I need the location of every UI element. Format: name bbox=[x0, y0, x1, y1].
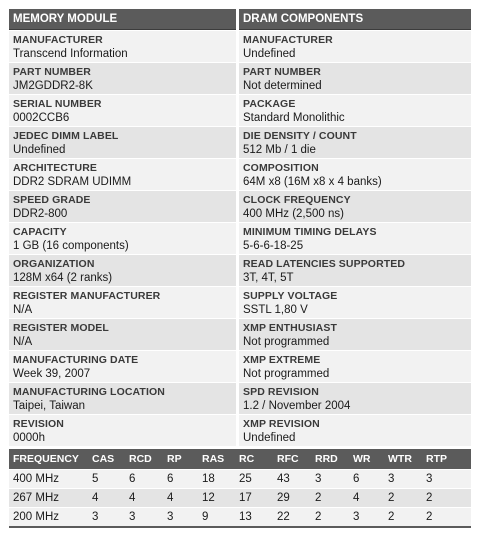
field-value: 64M x8 (16M x8 x 4 banks) bbox=[243, 176, 382, 188]
timing-cell: 2 bbox=[311, 488, 349, 507]
spd-field-xmp-revision bbox=[239, 414, 471, 446]
field-value: 5-6-6-18-25 bbox=[243, 240, 304, 252]
field-label: CAPACITY bbox=[13, 226, 67, 238]
dram-components-header: DRAM COMPONENTS bbox=[239, 9, 471, 30]
field-value: 1 GB (16 components) bbox=[13, 240, 129, 252]
field-value: 128M x64 (2 ranks) bbox=[13, 272, 113, 284]
timing-cell: 2 bbox=[311, 507, 349, 526]
timing-cell: 3 bbox=[311, 469, 349, 488]
field-value: 0000h bbox=[13, 432, 45, 444]
field-label: MANUFACTURER bbox=[243, 34, 333, 46]
field-label: DIE DENSITY / COUNT bbox=[243, 130, 357, 142]
spd-field-organization bbox=[9, 254, 236, 286]
timing-cell: 3 bbox=[349, 507, 384, 526]
timing-cell: 9 bbox=[198, 507, 235, 526]
field-label: PACKAGE bbox=[243, 98, 296, 110]
spd-field-register-manufacturer bbox=[9, 286, 236, 318]
timing-cell: 2 bbox=[384, 488, 422, 507]
field-label: PART NUMBER bbox=[13, 66, 91, 78]
field-label: XMP EXTREME bbox=[243, 354, 321, 366]
spd-field-xmp-extreme bbox=[239, 350, 471, 382]
field-value: 512 Mb / 1 die bbox=[243, 144, 316, 156]
timing-cell: 25 bbox=[235, 469, 273, 488]
timing-col-wtr: WTR bbox=[384, 449, 422, 469]
field-value: Transcend Information bbox=[13, 48, 128, 60]
timing-cell: 3 bbox=[422, 469, 471, 488]
timing-cell: 22 bbox=[273, 507, 311, 526]
spd-field-jedec-dimm-label bbox=[9, 126, 236, 158]
field-label: MANUFACTURING DATE bbox=[13, 354, 139, 366]
field-value: Undefined bbox=[13, 144, 66, 156]
field-label: REGISTER MANUFACTURER bbox=[13, 290, 161, 302]
field-value: JM2GDDR2-8K bbox=[13, 80, 93, 92]
memory-module-header: MEMORY MODULE bbox=[9, 9, 236, 30]
field-value: 1.2 / November 2004 bbox=[243, 400, 351, 412]
timing-cell: 400 MHz bbox=[9, 469, 88, 488]
spd-field-dram-part-number bbox=[239, 62, 471, 94]
field-label: ORGANIZATION bbox=[13, 258, 95, 270]
field-label: SPEED GRADE bbox=[13, 194, 91, 206]
timing-cell: 17 bbox=[235, 488, 273, 507]
timing-col-cas: CAS bbox=[88, 449, 125, 469]
spd-field-manufacturing-location bbox=[9, 382, 236, 414]
field-value: Undefined bbox=[243, 432, 296, 444]
table-bottom-border bbox=[9, 526, 471, 528]
timing-cell: 3 bbox=[88, 507, 125, 526]
spd-field-capacity bbox=[9, 222, 236, 254]
timing-col-rcd: RCD bbox=[125, 449, 163, 469]
field-label: MANUFACTURING LOCATION bbox=[13, 386, 165, 398]
timing-cell: 6 bbox=[349, 469, 384, 488]
field-label: XMP ENTHUSIAST bbox=[243, 322, 337, 334]
field-value: Not programmed bbox=[243, 368, 330, 380]
field-value: 0002CCB6 bbox=[13, 112, 70, 124]
timing-cell: 2 bbox=[422, 507, 471, 526]
field-value: Not programmed bbox=[243, 336, 330, 348]
timing-cell: 18 bbox=[198, 469, 235, 488]
spd-field-spd-revision bbox=[239, 382, 471, 414]
timing-cell: 3 bbox=[163, 507, 198, 526]
spd-field-register-model bbox=[9, 318, 236, 350]
spd-field-module-part-number bbox=[9, 62, 236, 94]
spd-field-composition bbox=[239, 158, 471, 190]
timing-cell: 5 bbox=[88, 469, 125, 488]
spd-field-revision bbox=[9, 414, 236, 446]
timing-col-rtp: RTP bbox=[422, 449, 471, 469]
timing-col-rrd: RRD bbox=[311, 449, 349, 469]
spd-field-supply-voltage bbox=[239, 286, 471, 318]
timing-table bbox=[9, 449, 471, 526]
field-label: CLOCK FREQUENCY bbox=[243, 194, 351, 206]
table-row bbox=[9, 488, 471, 507]
timing-cell: 3 bbox=[125, 507, 163, 526]
timing-cell: 2 bbox=[422, 488, 471, 507]
field-value: Taipei, Taiwan bbox=[13, 400, 86, 412]
timing-col-ras: RAS bbox=[198, 449, 235, 469]
spd-field-module-manufacturer bbox=[9, 30, 236, 62]
timing-cell: 6 bbox=[163, 469, 198, 488]
field-value: Standard Monolithic bbox=[243, 112, 345, 124]
timing-cell: 29 bbox=[273, 488, 311, 507]
timing-col-frequency: FREQUENCY bbox=[9, 449, 88, 469]
field-label: PART NUMBER bbox=[243, 66, 321, 78]
spd-field-die-density bbox=[239, 126, 471, 158]
spd-field-read-latencies bbox=[239, 254, 471, 286]
field-label: SPD REVISION bbox=[243, 386, 319, 398]
field-label: JEDEC DIMM LABEL bbox=[13, 130, 119, 142]
field-label: SERIAL NUMBER bbox=[13, 98, 102, 110]
spd-field-speed-grade bbox=[9, 190, 236, 222]
spd-field-clock-frequency bbox=[239, 190, 471, 222]
field-label: MANUFACTURER bbox=[13, 34, 103, 46]
spd-field-serial-number bbox=[9, 94, 236, 126]
field-label: ARCHITECTURE bbox=[13, 162, 98, 174]
timing-cell: 4 bbox=[163, 488, 198, 507]
spd-field-manufacturing-date bbox=[9, 350, 236, 382]
timing-cell: 200 MHz bbox=[9, 507, 88, 526]
timing-cell: 6 bbox=[125, 469, 163, 488]
timing-cell: 4 bbox=[125, 488, 163, 507]
field-value: Undefined bbox=[243, 48, 296, 60]
timing-cell: 267 MHz bbox=[9, 488, 88, 507]
field-value: 3T, 4T, 5T bbox=[243, 272, 294, 284]
field-label: XMP REVISION bbox=[243, 418, 320, 430]
timing-cell: 13 bbox=[235, 507, 273, 526]
field-label: SUPPLY VOLTAGE bbox=[243, 290, 338, 302]
table-row bbox=[9, 469, 471, 488]
spd-field-package bbox=[239, 94, 471, 126]
field-value: Week 39, 2007 bbox=[13, 368, 91, 380]
spd-field-minimum-timing-delays bbox=[239, 222, 471, 254]
field-value: DDR2 SDRAM UDIMM bbox=[13, 176, 132, 188]
field-value: N/A bbox=[13, 336, 33, 348]
field-value: SSTL 1,80 V bbox=[243, 304, 308, 316]
timing-col-wr: WR bbox=[349, 449, 384, 469]
timing-cell: 4 bbox=[88, 488, 125, 507]
timing-cell: 4 bbox=[349, 488, 384, 507]
spd-field-xmp-enthusiast bbox=[239, 318, 471, 350]
spd-field-dram-manufacturer bbox=[239, 30, 471, 62]
timing-cell: 2 bbox=[384, 507, 422, 526]
timing-cell: 3 bbox=[384, 469, 422, 488]
field-label: READ LATENCIES SUPPORTED bbox=[243, 258, 406, 270]
table-row bbox=[9, 507, 471, 526]
field-value: N/A bbox=[13, 304, 33, 316]
timing-header-row bbox=[9, 449, 471, 469]
field-label: REGISTER MODEL bbox=[13, 322, 109, 334]
field-label: COMPOSITION bbox=[243, 162, 319, 174]
spd-field-architecture bbox=[9, 158, 236, 190]
timing-col-rp: RP bbox=[163, 449, 198, 469]
timing-col-rfc: RFC bbox=[273, 449, 311, 469]
field-label: REVISION bbox=[13, 418, 64, 430]
timing-cell: 43 bbox=[273, 469, 311, 488]
field-value: Not determined bbox=[243, 80, 322, 92]
field-value: DDR2-800 bbox=[13, 208, 68, 220]
spd-grid bbox=[9, 9, 470, 446]
field-value: 400 MHz (2,500 ns) bbox=[243, 208, 344, 220]
timing-col-rc: RC bbox=[235, 449, 273, 469]
timing-cell: 12 bbox=[198, 488, 235, 507]
field-label: MINIMUM TIMING DELAYS bbox=[243, 226, 377, 238]
